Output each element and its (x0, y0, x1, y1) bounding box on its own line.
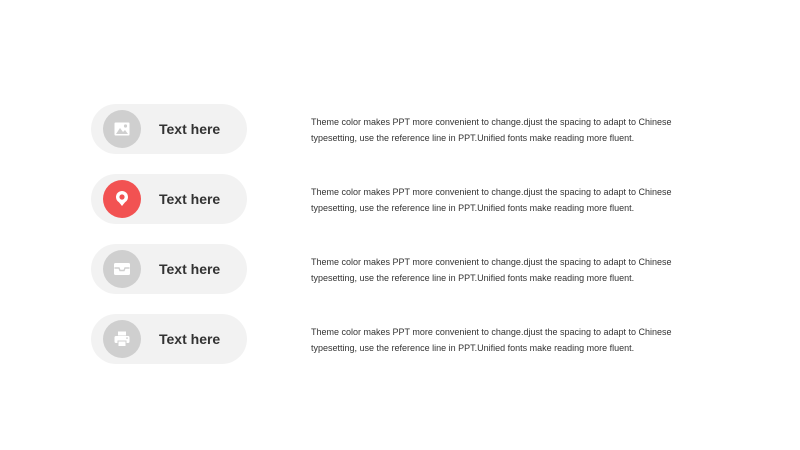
location-pin-icon (114, 190, 130, 208)
printer-icon (114, 331, 130, 347)
list-item (91, 314, 691, 364)
inbox-icon (114, 263, 130, 275)
icon-circle (103, 320, 141, 358)
list-item (91, 174, 691, 224)
item-label: Text here (159, 191, 221, 207)
icon-circle (103, 110, 141, 148)
item-description: Theme color makes PPT more convenient to change.djust the spacing to adapt to Chinese typesetting, use the reference line in PPT.Unified fonts make reading more fluent. (311, 327, 672, 353)
item-button-4[interactable] (91, 314, 247, 364)
item-button-3[interactable] (91, 244, 247, 294)
list-item (91, 244, 691, 294)
item-description: Theme color makes PPT more convenient to change.djust the spacing to adapt to Chinese typesetting, use the reference line in PPT.Unified fonts make reading more fluent. (311, 187, 672, 213)
icon-circle (103, 250, 141, 288)
item-label: Text here (159, 331, 221, 347)
item-description: Theme color makes PPT more convenient to change.djust the spacing to adapt to Chinese typesetting, use the reference line in PPT.Unified fonts make reading more fluent. (311, 117, 672, 143)
item-label: Text here (159, 261, 221, 277)
item-label: Text here (159, 121, 221, 137)
item-button-2[interactable] (91, 174, 247, 224)
list-item (91, 104, 691, 154)
icon-circle-active (103, 180, 141, 218)
image-icon (114, 122, 130, 136)
item-button-1[interactable] (91, 104, 247, 154)
item-description: Theme color makes PPT more convenient to change.djust the spacing to adapt to Chinese typesetting, use the reference line in PPT.Unified fonts make reading more fluent. (311, 257, 672, 283)
